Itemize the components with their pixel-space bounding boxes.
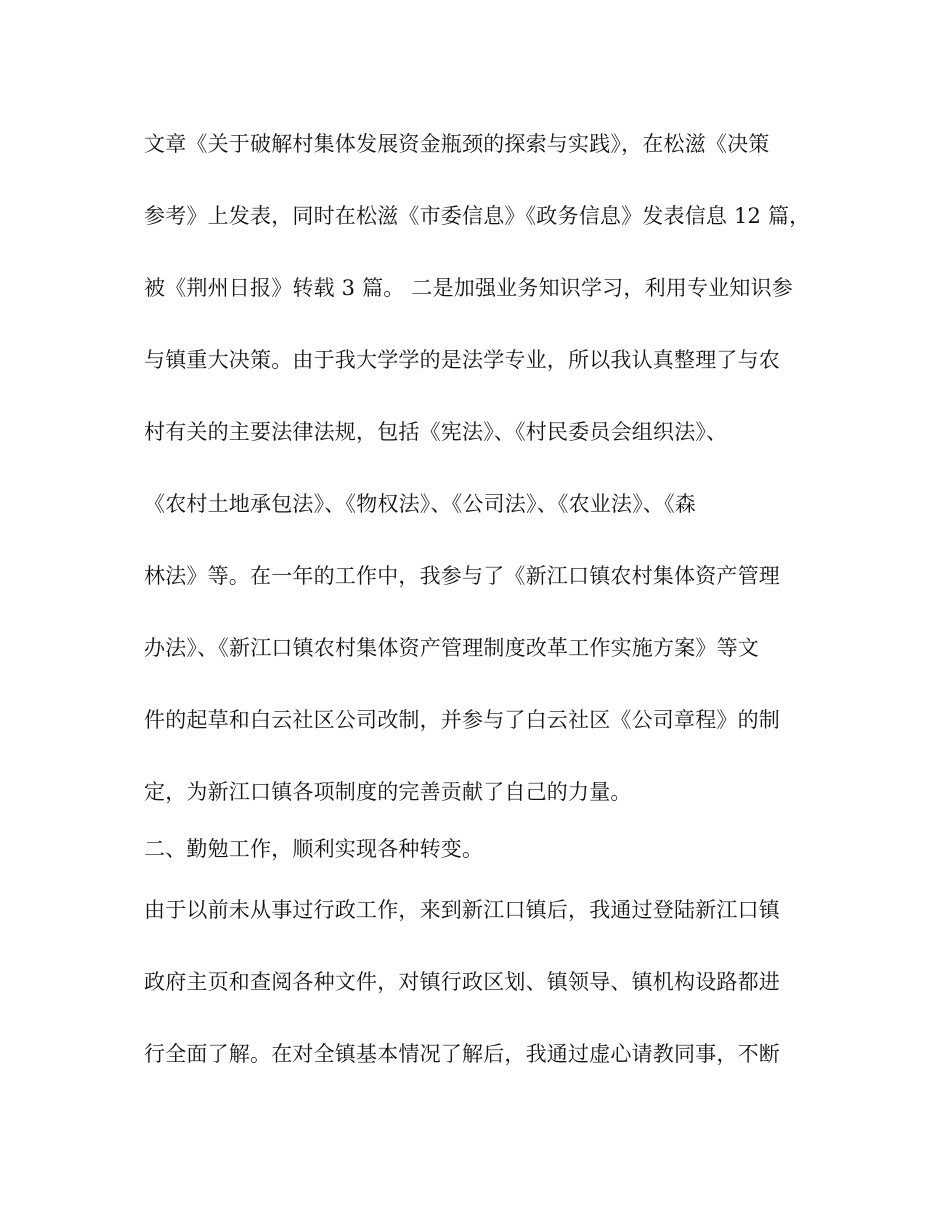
paragraph-line-7: 林法》等。在一年的工作中，我参与了《新江口镇农村集体资产管理 (144, 564, 780, 588)
paragraph-line-5: 村有关的主要法律法规，包括《宪法》、《村民委员会组织法》、 (144, 420, 728, 444)
paragraph-line-6: 《农村土地承包法》、《物权法》、《公司法》、《农业法》、《森 (144, 492, 696, 516)
paragraph-line-3: 被《荆州日报》转载 3 篇。 二是加强业务知识学习，利用专业知识参 (144, 276, 793, 300)
paragraph-line-2: 参考》上发表，同时在松滋《市委信息》《政务信息》发表信息 12 篇， (144, 204, 811, 228)
paragraph-line-8: 办法》、《新江口镇农村集体资产管理制度改革工作实施方案》等文 (144, 636, 759, 660)
section-paragraph-line-2: 政府主页和查阅各种文件，对镇行政区划、镇领导、镇机构设路都进 (144, 970, 780, 994)
paragraph-line-9: 件的起草和白云社区公司改制，并参与了白云社区《公司章程》的制 (144, 708, 780, 732)
paragraph-line-1: 文章《关于破解村集体发展资金瓶颈的探索与实践》，在松滋《决策 (144, 132, 770, 156)
paragraph-line-4: 与镇重大决策。由于我大学学的是法学专业，所以我认真整理了与农 (144, 348, 780, 372)
section-paragraph-line-3: 行全面了解。在对全镇基本情况了解后，我通过虚心请教同事，不断 (144, 1042, 780, 1066)
section-paragraph-line-1: 由于以前未从事过行政工作，来到新江口镇后，我通过登陆新江口镇 (144, 898, 780, 922)
paragraph-line-10: 定，为新江口镇各项制度的完善贡献了自己的力量。 (144, 780, 632, 804)
section-heading: 二、勤勉工作，顺利实现各种转变。 (144, 837, 484, 861)
